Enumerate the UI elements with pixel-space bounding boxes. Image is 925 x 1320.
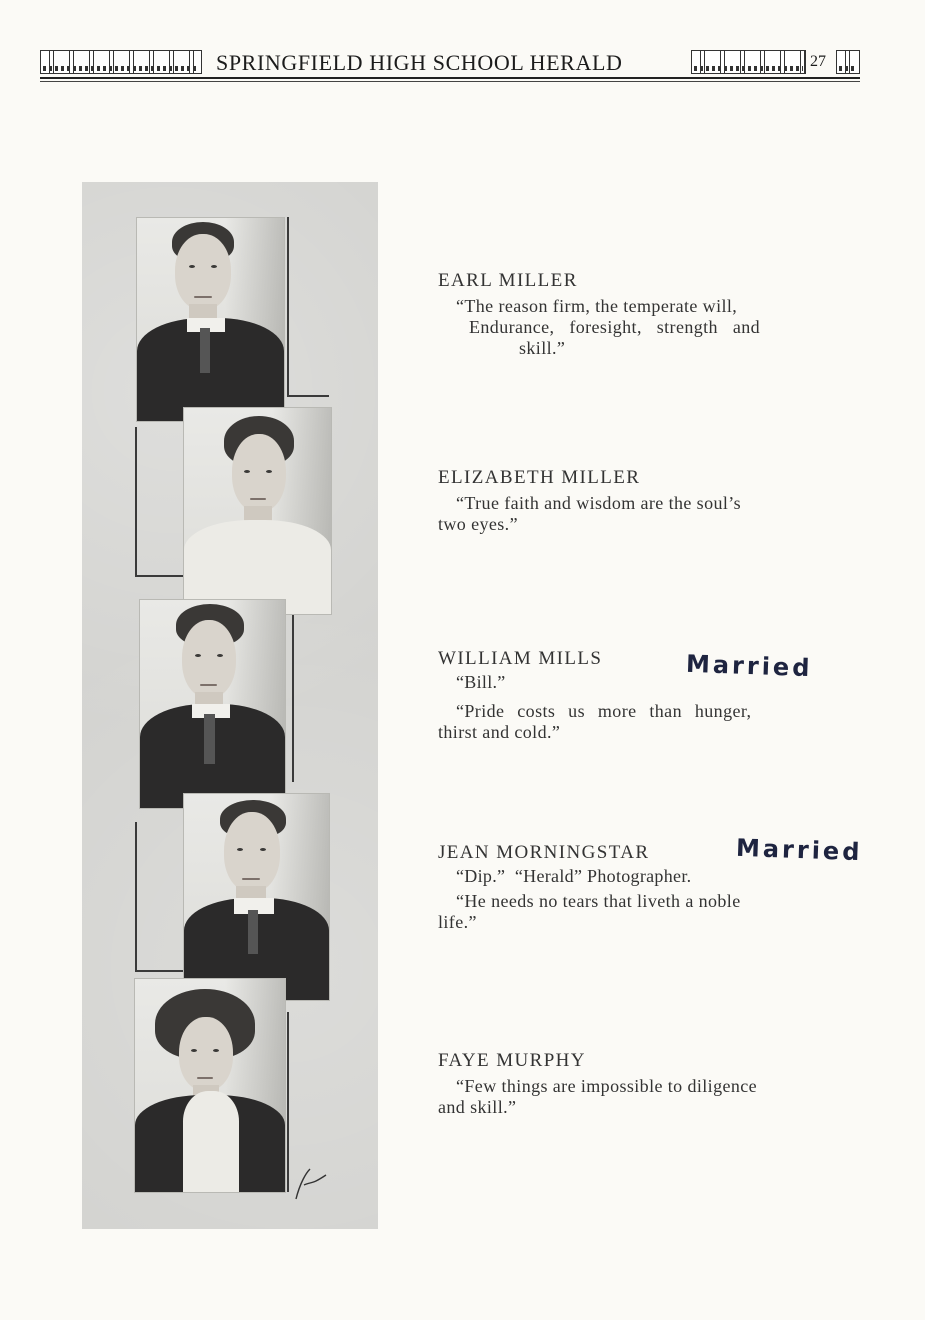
handwritten-married-note: Married xyxy=(685,649,813,683)
portrait-earl-miller xyxy=(137,218,284,421)
handwritten-married-note: Married xyxy=(735,833,863,867)
nickname: “Dip.” “Herald” Photographer. xyxy=(456,866,692,886)
card-edge-line xyxy=(135,575,185,577)
quote-line: and skill.” xyxy=(438,1097,517,1117)
student-name: FAYE MURPHY xyxy=(438,1050,586,1071)
card-edge-line xyxy=(135,427,137,577)
photographer-signature xyxy=(290,1165,330,1205)
quote-line: “The reason firm, the temperate will, xyxy=(456,296,738,316)
entry-earl-miller xyxy=(438,270,838,359)
header-ornament-end xyxy=(836,50,860,74)
entry-faye-murphy xyxy=(438,1050,838,1118)
student-name: EARL MILLER xyxy=(438,270,578,291)
quote-line: “True faith and wisdom are the soul’s xyxy=(456,493,742,513)
quote-line: Endurance, foresight, strength and xyxy=(469,317,761,337)
card-edge-line xyxy=(287,1012,289,1192)
quote-line: “Pride costs us more than hunger, xyxy=(456,701,752,721)
quote-line: two eyes.” xyxy=(438,514,518,534)
quote-line: “Few things are impossible to diligence xyxy=(456,1076,758,1096)
header-ornament-right xyxy=(691,50,806,74)
journal-title: SPRINGFIELD HIGH SCHOOL HERALD xyxy=(216,50,623,75)
quote-line: thirst and cold.” xyxy=(438,722,561,742)
entry-elizabeth-miller xyxy=(438,467,838,535)
quote-line: “He needs no tears that liveth a noble xyxy=(456,891,741,911)
header-rule xyxy=(40,77,860,79)
quote-line: skill.” xyxy=(519,338,566,358)
card-edge-line xyxy=(287,217,289,397)
photo-panel xyxy=(82,182,378,1229)
portrait-faye-murphy xyxy=(135,979,285,1192)
student-name: ELIZABETH MILLER xyxy=(438,467,641,488)
card-edge-line xyxy=(135,822,137,972)
card-edge-line xyxy=(287,395,329,397)
header-rule-thin xyxy=(40,81,860,82)
header-ornament-left xyxy=(40,50,202,74)
portrait-william-mills xyxy=(140,600,285,808)
student-name: JEAN MORNINGSTAR xyxy=(438,842,650,863)
quote-line: life.” xyxy=(438,912,477,932)
student-name: WILLIAM MILLS xyxy=(438,648,603,669)
page-number: 27 xyxy=(810,53,826,70)
page-header xyxy=(40,44,860,78)
portrait-elizabeth-miller xyxy=(184,408,331,614)
nickname: “Bill.” xyxy=(456,672,506,692)
card-edge-line xyxy=(135,970,185,972)
card-edge-line xyxy=(292,607,294,782)
portrait-jean-morningstar xyxy=(184,794,329,1000)
